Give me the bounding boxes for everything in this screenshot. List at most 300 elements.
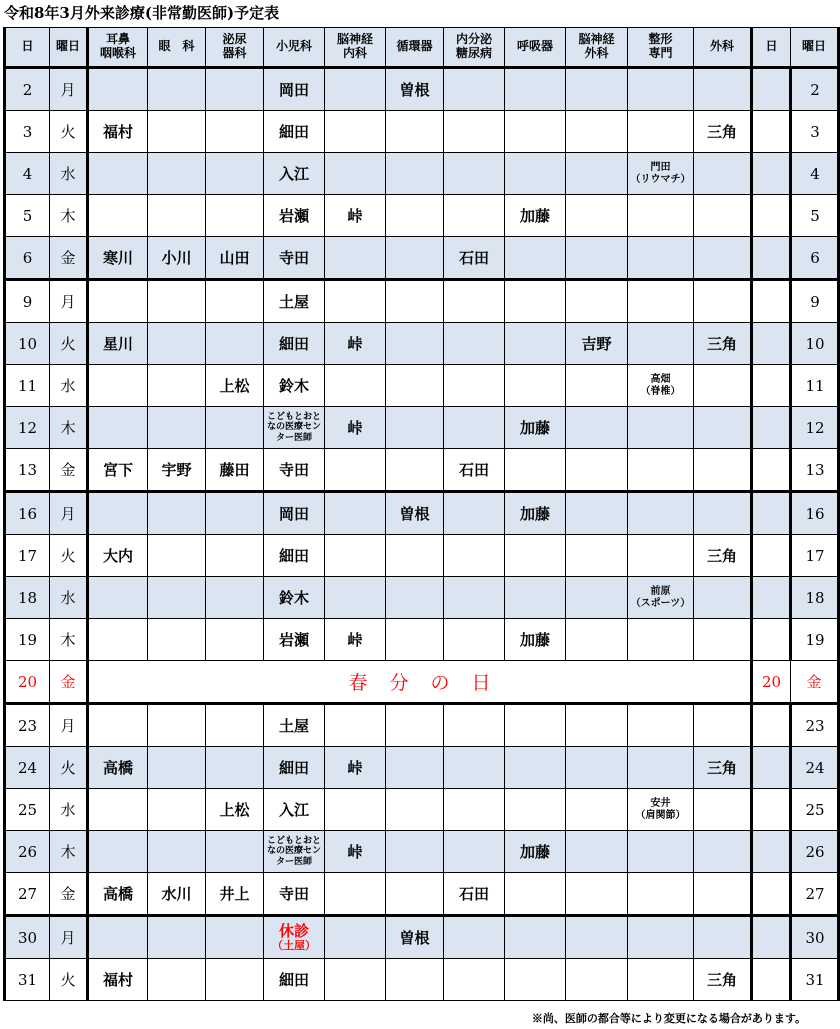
doctor-cell: 門田 （リウマチ） bbox=[628, 153, 694, 195]
weekday-cell: 水 bbox=[50, 153, 88, 195]
schedule-row bbox=[5, 237, 839, 280]
doctor-cell: 寺田 bbox=[264, 237, 325, 280]
doctor-cell: 山田 bbox=[206, 237, 264, 280]
doctor-cell bbox=[752, 747, 791, 789]
doctor-cell bbox=[628, 195, 694, 237]
doctor-cell: 井上 bbox=[206, 873, 264, 916]
doctor-cell bbox=[325, 449, 386, 492]
schedule-row bbox=[5, 111, 839, 153]
weekday-cell: 月 bbox=[50, 68, 88, 111]
day-cell: 13 bbox=[791, 449, 839, 492]
doctor-cell bbox=[386, 237, 444, 280]
doctor-cell: 峠 bbox=[325, 831, 386, 873]
doctor-cell: 加藤 bbox=[505, 195, 566, 237]
weekday-cell: 金 bbox=[50, 873, 88, 916]
day-cell: 4 bbox=[5, 153, 50, 195]
weekday-cell: 水 bbox=[50, 789, 88, 831]
schedule-row bbox=[5, 747, 839, 789]
doctor-cell bbox=[444, 68, 505, 111]
doctor-cell bbox=[148, 195, 206, 237]
weekday-cell: 金 bbox=[791, 661, 839, 704]
doctor-cell: 岡田 bbox=[264, 68, 325, 111]
doctor-cell bbox=[386, 873, 444, 916]
column-header: 泌尿 器科 bbox=[206, 28, 264, 68]
schedule-row bbox=[5, 153, 839, 195]
doctor-cell bbox=[444, 535, 505, 577]
column-header: 整形 専門 bbox=[628, 28, 694, 68]
day-cell: 26 bbox=[5, 831, 50, 873]
doctor-cell bbox=[566, 407, 628, 449]
doctor-cell bbox=[694, 280, 752, 323]
doctor-cell: 安井 （肩関節） bbox=[628, 789, 694, 831]
doctor-cell: 峠 bbox=[325, 747, 386, 789]
doctor-cell bbox=[752, 577, 791, 619]
column-header: 内分泌 糖尿病 bbox=[444, 28, 505, 68]
doctor-cell: 細田 bbox=[264, 323, 325, 365]
doctor-cell bbox=[566, 916, 628, 959]
doctor-cell bbox=[628, 323, 694, 365]
doctor-cell bbox=[566, 237, 628, 280]
doctor-cell bbox=[694, 407, 752, 449]
day-cell: 5 bbox=[5, 195, 50, 237]
doctor-cell bbox=[752, 111, 791, 153]
column-header: 循環器 bbox=[386, 28, 444, 68]
schedule-row bbox=[5, 577, 839, 619]
schedule-row bbox=[5, 407, 839, 449]
doctor-cell bbox=[148, 153, 206, 195]
doctor-cell bbox=[88, 195, 148, 237]
doctor-cell: 細田 bbox=[264, 959, 325, 1001]
doctor-cell bbox=[148, 68, 206, 111]
doctor-cell bbox=[505, 916, 566, 959]
doctor-cell bbox=[628, 449, 694, 492]
doctor-cell bbox=[752, 492, 791, 535]
schedule-row bbox=[5, 365, 839, 407]
doctor-cell bbox=[325, 704, 386, 747]
doctor-cell bbox=[325, 365, 386, 407]
doctor-cell: 高橋 bbox=[88, 747, 148, 789]
doctor-cell bbox=[206, 68, 264, 111]
day-cell: 16 bbox=[5, 492, 50, 535]
doctor-cell bbox=[444, 747, 505, 789]
doctor-cell bbox=[88, 577, 148, 619]
day-cell: 2 bbox=[5, 68, 50, 111]
schedule-row bbox=[5, 280, 839, 323]
doctor-cell bbox=[694, 789, 752, 831]
doctor-cell bbox=[694, 577, 752, 619]
doctor-cell: 福村 bbox=[88, 959, 148, 1001]
doctor-cell: 加藤 bbox=[505, 407, 566, 449]
weekday-cell: 火 bbox=[50, 747, 88, 789]
day-cell: 10 bbox=[5, 323, 50, 365]
day-cell: 11 bbox=[5, 365, 50, 407]
doctor-cell bbox=[386, 111, 444, 153]
doctor-cell bbox=[325, 68, 386, 111]
schedule-row bbox=[5, 323, 839, 365]
footer-note: ※尚、医師の都合等により変更になる場合があります。 bbox=[531, 1012, 806, 1025]
doctor-cell bbox=[206, 747, 264, 789]
column-header: 脳神経 外科 bbox=[566, 28, 628, 68]
weekday-cell: 金 bbox=[50, 237, 88, 280]
doctor-cell: 藤田 bbox=[206, 449, 264, 492]
page-title: 令和8年3月外来診療(非常勤医師)予定表 bbox=[4, 4, 280, 22]
weekday-cell: 木 bbox=[50, 407, 88, 449]
doctor-cell: 石田 bbox=[444, 237, 505, 280]
doctor-cell bbox=[444, 959, 505, 1001]
column-header: 曜日 bbox=[50, 28, 88, 68]
doctor-cell bbox=[566, 619, 628, 661]
doctor-cell bbox=[325, 535, 386, 577]
doctor-cell bbox=[88, 831, 148, 873]
doctor-cell: 水川 bbox=[148, 873, 206, 916]
doctor-cell bbox=[505, 449, 566, 492]
doctor-cell bbox=[752, 619, 791, 661]
schedule-table bbox=[3, 27, 840, 1001]
doctor-cell bbox=[628, 280, 694, 323]
schedule-row bbox=[5, 873, 839, 916]
day-cell: 17 bbox=[791, 535, 839, 577]
doctor-cell bbox=[444, 323, 505, 365]
doctor-cell bbox=[505, 237, 566, 280]
day-cell: 3 bbox=[791, 111, 839, 153]
doctor-cell bbox=[694, 619, 752, 661]
doctor-cell bbox=[628, 535, 694, 577]
doctor-cell bbox=[694, 492, 752, 535]
day-cell: 25 bbox=[791, 789, 839, 831]
doctor-cell bbox=[505, 153, 566, 195]
doctor-cell bbox=[325, 237, 386, 280]
doctor-cell bbox=[325, 111, 386, 153]
column-header: 小児科 bbox=[264, 28, 325, 68]
schedule-row bbox=[5, 704, 839, 747]
day-cell: 24 bbox=[5, 747, 50, 789]
doctor-cell bbox=[752, 237, 791, 280]
doctor-cell bbox=[566, 449, 628, 492]
doctor-cell bbox=[566, 873, 628, 916]
column-header: 日 bbox=[752, 28, 791, 68]
doctor-cell bbox=[325, 153, 386, 195]
weekday-cell: 火 bbox=[50, 535, 88, 577]
doctor-cell bbox=[444, 407, 505, 449]
schedule-row bbox=[5, 492, 839, 535]
weekday-cell: 水 bbox=[50, 365, 88, 407]
day-cell: 25 bbox=[5, 789, 50, 831]
doctor-cell bbox=[694, 153, 752, 195]
doctor-cell: 三角 bbox=[694, 323, 752, 365]
doctor-cell: 鈴木 bbox=[264, 577, 325, 619]
weekday-cell: 金 bbox=[50, 449, 88, 492]
doctor-cell bbox=[206, 704, 264, 747]
doctor-cell bbox=[386, 449, 444, 492]
doctor-cell bbox=[206, 831, 264, 873]
doctor-cell: 上松 bbox=[206, 789, 264, 831]
doctor-cell bbox=[505, 747, 566, 789]
doctor-cell bbox=[566, 577, 628, 619]
doctor-cell: 土屋 bbox=[264, 280, 325, 323]
doctor-cell bbox=[444, 111, 505, 153]
doctor-cell: 大内 bbox=[88, 535, 148, 577]
doctor-cell bbox=[148, 365, 206, 407]
doctor-cell bbox=[386, 365, 444, 407]
day-cell: 12 bbox=[5, 407, 50, 449]
doctor-cell bbox=[444, 619, 505, 661]
weekday-cell: 火 bbox=[50, 111, 88, 153]
doctor-cell bbox=[264, 916, 325, 959]
doctor-cell bbox=[444, 577, 505, 619]
doctor-cell bbox=[566, 280, 628, 323]
doctor-cell bbox=[444, 195, 505, 237]
day-cell: 5 bbox=[791, 195, 839, 237]
weekday-cell: 木 bbox=[50, 831, 88, 873]
doctor-cell bbox=[148, 959, 206, 1001]
day-cell: 18 bbox=[5, 577, 50, 619]
doctor-cell: 宇野 bbox=[148, 449, 206, 492]
doctor-cell: 高橋 bbox=[88, 873, 148, 916]
doctor-cell bbox=[752, 959, 791, 1001]
doctor-cell bbox=[444, 365, 505, 407]
day-cell: 30 bbox=[791, 916, 839, 959]
doctor-cell bbox=[628, 407, 694, 449]
doctor-cell bbox=[566, 195, 628, 237]
day-cell: 6 bbox=[5, 237, 50, 280]
doctor-cell bbox=[694, 365, 752, 407]
doctor-cell bbox=[752, 153, 791, 195]
day-cell: 20 bbox=[752, 661, 791, 704]
day-cell: 24 bbox=[791, 747, 839, 789]
doctor-cell: 高畑 （脊椎） bbox=[628, 365, 694, 407]
day-cell: 2 bbox=[791, 68, 839, 111]
doctor-cell bbox=[88, 789, 148, 831]
doctor-cell bbox=[694, 873, 752, 916]
doctor-cell: 加藤 bbox=[505, 492, 566, 535]
doctor-cell bbox=[148, 280, 206, 323]
doctor-cell: 峠 bbox=[325, 619, 386, 661]
closed-label: 休診 bbox=[278, 922, 309, 941]
doctor-cell bbox=[206, 280, 264, 323]
doctor-cell: 寒川 bbox=[88, 237, 148, 280]
doctor-cell: 石田 bbox=[444, 873, 505, 916]
doctor-cell bbox=[566, 535, 628, 577]
doctor-cell bbox=[628, 873, 694, 916]
day-cell: 30 bbox=[5, 916, 50, 959]
doctor-cell bbox=[88, 492, 148, 535]
doctor-cell: 細田 bbox=[264, 535, 325, 577]
doctor-cell bbox=[694, 68, 752, 111]
doctor-cell bbox=[206, 153, 264, 195]
doctor-cell bbox=[566, 111, 628, 153]
weekday-cell: 月 bbox=[50, 280, 88, 323]
day-cell: 27 bbox=[791, 873, 839, 916]
doctor-cell bbox=[386, 153, 444, 195]
weekday-cell: 月 bbox=[50, 704, 88, 747]
day-cell: 3 bbox=[5, 111, 50, 153]
day-cell: 16 bbox=[791, 492, 839, 535]
day-cell: 31 bbox=[5, 959, 50, 1001]
doctor-cell bbox=[566, 704, 628, 747]
column-header: 脳神経 内科 bbox=[325, 28, 386, 68]
doctor-cell bbox=[628, 959, 694, 1001]
day-cell: 12 bbox=[791, 407, 839, 449]
schedule-row bbox=[5, 535, 839, 577]
doctor-cell bbox=[694, 916, 752, 959]
doctor-cell bbox=[566, 831, 628, 873]
doctor-cell bbox=[148, 619, 206, 661]
column-header: 眼 科 bbox=[148, 28, 206, 68]
doctor-cell bbox=[752, 365, 791, 407]
weekday-cell: 木 bbox=[50, 619, 88, 661]
day-cell: 17 bbox=[5, 535, 50, 577]
doctor-cell bbox=[88, 916, 148, 959]
doctor-cell bbox=[148, 789, 206, 831]
doctor-cell bbox=[628, 619, 694, 661]
doctor-cell: 前原 （スポーツ） bbox=[628, 577, 694, 619]
doctor-cell bbox=[206, 959, 264, 1001]
doctor-cell bbox=[505, 323, 566, 365]
doctor-cell: 曽根 bbox=[386, 68, 444, 111]
weekday-cell: 水 bbox=[50, 577, 88, 619]
doctor-cell bbox=[694, 195, 752, 237]
doctor-cell bbox=[386, 704, 444, 747]
doctor-cell: 鈴木 bbox=[264, 365, 325, 407]
doctor-cell bbox=[206, 577, 264, 619]
doctor-cell: 土屋 bbox=[264, 704, 325, 747]
holiday-row bbox=[5, 661, 839, 704]
doctor-cell bbox=[88, 407, 148, 449]
doctor-cell: 福村 bbox=[88, 111, 148, 153]
doctor-cell bbox=[752, 280, 791, 323]
doctor-cell: 吉野 bbox=[566, 323, 628, 365]
doctor-cell: こどもとおとなの医療センター医師 bbox=[264, 831, 325, 873]
doctor-cell bbox=[386, 747, 444, 789]
doctor-cell bbox=[386, 831, 444, 873]
doctor-cell: 三角 bbox=[694, 747, 752, 789]
doctor-cell: 星川 bbox=[88, 323, 148, 365]
doctor-cell bbox=[566, 492, 628, 535]
doctor-cell bbox=[206, 916, 264, 959]
doctor-cell bbox=[628, 747, 694, 789]
doctor-cell: 峠 bbox=[325, 407, 386, 449]
doctor-cell bbox=[206, 619, 264, 661]
doctor-cell: 三角 bbox=[694, 959, 752, 1001]
day-cell: 19 bbox=[5, 619, 50, 661]
doctor-cell bbox=[752, 873, 791, 916]
doctor-cell bbox=[148, 323, 206, 365]
column-header: 曜日 bbox=[791, 28, 839, 68]
doctor-cell bbox=[386, 619, 444, 661]
doctor-cell: 上松 bbox=[206, 365, 264, 407]
doctor-cell bbox=[148, 535, 206, 577]
doctor-cell bbox=[148, 916, 206, 959]
day-cell: 9 bbox=[791, 280, 839, 323]
weekday-cell: 木 bbox=[50, 195, 88, 237]
doctor-cell bbox=[386, 535, 444, 577]
doctor-cell: 峠 bbox=[325, 195, 386, 237]
day-cell: 18 bbox=[791, 577, 839, 619]
doctor-cell bbox=[752, 831, 791, 873]
doctor-cell: 小川 bbox=[148, 237, 206, 280]
doctor-cell: 寺田 bbox=[264, 449, 325, 492]
doctor-cell bbox=[386, 577, 444, 619]
doctor-cell bbox=[88, 704, 148, 747]
doctor-cell bbox=[752, 68, 791, 111]
doctor-cell bbox=[566, 153, 628, 195]
doctor-cell bbox=[694, 237, 752, 280]
day-cell: 6 bbox=[791, 237, 839, 280]
doctor-cell bbox=[325, 789, 386, 831]
doctor-cell bbox=[206, 323, 264, 365]
doctor-cell bbox=[444, 831, 505, 873]
doctor-cell bbox=[444, 704, 505, 747]
doctor-cell bbox=[444, 789, 505, 831]
doctor-cell bbox=[386, 407, 444, 449]
doctor-cell bbox=[694, 831, 752, 873]
day-cell: 10 bbox=[791, 323, 839, 365]
doctor-cell bbox=[148, 492, 206, 535]
doctor-cell bbox=[566, 365, 628, 407]
doctor-cell bbox=[628, 237, 694, 280]
doctor-cell: 峠 bbox=[325, 323, 386, 365]
day-cell: 23 bbox=[791, 704, 839, 747]
schedule-row bbox=[5, 68, 839, 111]
doctor-cell: 石田 bbox=[444, 449, 505, 492]
doctor-cell bbox=[694, 449, 752, 492]
doctor-cell: 入江 bbox=[264, 153, 325, 195]
doctor-cell bbox=[206, 111, 264, 153]
doctor-cell: 三角 bbox=[694, 535, 752, 577]
doctor-cell bbox=[566, 747, 628, 789]
doctor-cell bbox=[325, 577, 386, 619]
doctor-cell bbox=[206, 407, 264, 449]
doctor-cell: 寺田 bbox=[264, 873, 325, 916]
doctor-cell bbox=[88, 280, 148, 323]
header-row bbox=[5, 28, 839, 68]
doctor-cell bbox=[148, 577, 206, 619]
doctor-cell bbox=[505, 280, 566, 323]
doctor-cell bbox=[752, 407, 791, 449]
doctor-cell bbox=[505, 535, 566, 577]
doctor-cell: 加藤 bbox=[505, 831, 566, 873]
doctor-cell bbox=[505, 959, 566, 1001]
doctor-cell bbox=[206, 535, 264, 577]
doctor-cell: 曽根 bbox=[386, 916, 444, 959]
weekday-cell: 金 bbox=[50, 661, 88, 704]
doctor-cell bbox=[206, 492, 264, 535]
doctor-cell bbox=[752, 195, 791, 237]
doctor-cell bbox=[88, 619, 148, 661]
doctor-cell: 加藤 bbox=[505, 619, 566, 661]
column-header: 呼吸器 bbox=[505, 28, 566, 68]
doctor-cell bbox=[325, 916, 386, 959]
doctor-cell: 宮下 bbox=[88, 449, 148, 492]
doctor-cell bbox=[752, 323, 791, 365]
doctor-cell bbox=[752, 449, 791, 492]
doctor-cell bbox=[566, 68, 628, 111]
doctor-cell: 細田 bbox=[264, 111, 325, 153]
schedule-row bbox=[5, 831, 839, 873]
doctor-cell bbox=[148, 407, 206, 449]
doctor-cell bbox=[325, 959, 386, 1001]
doctor-cell bbox=[148, 704, 206, 747]
day-cell: 26 bbox=[791, 831, 839, 873]
doctor-cell bbox=[628, 704, 694, 747]
doctor-cell bbox=[628, 916, 694, 959]
doctor-cell bbox=[444, 153, 505, 195]
doctor-cell bbox=[206, 195, 264, 237]
doctor-cell bbox=[752, 916, 791, 959]
doctor-cell bbox=[88, 153, 148, 195]
doctor-cell bbox=[444, 280, 505, 323]
doctor-cell: 入江 bbox=[264, 789, 325, 831]
